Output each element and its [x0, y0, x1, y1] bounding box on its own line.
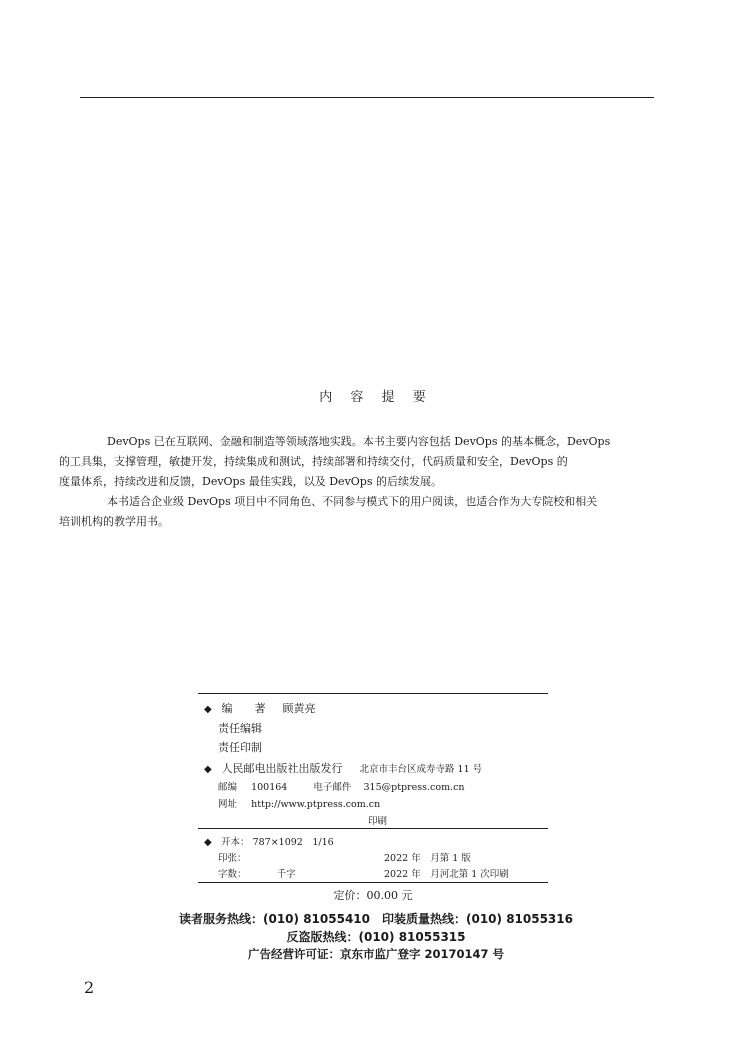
printing-value: 2022 年 月河北第 1 次印刷	[384, 869, 509, 880]
cip-middle-rule	[198, 828, 548, 829]
summary-p2-line2: 培训机构的教学用书。	[59, 515, 169, 528]
email-label: 电子邮件	[313, 782, 352, 793]
author-row	[204, 700, 316, 716]
website-label: 网址	[218, 799, 238, 810]
printing-row	[384, 866, 509, 880]
service-hotline: 读者服务热线：(010) 81055410 印装质量热线：(010) 81055316	[179, 912, 573, 926]
summary-paragraph-2	[59, 492, 655, 532]
diamond-bullet-icon: ◆	[204, 704, 212, 715]
summary-p1-line3: 度量体系，持续改进和反馈，DevOps 最佳实践，以及 DevOps 的后续发展。	[59, 475, 442, 488]
sheets-row	[218, 850, 247, 864]
cip-bottom-rule	[198, 882, 548, 883]
cip-top-rule	[198, 693, 548, 694]
words-label: 字数：	[218, 869, 247, 880]
publisher-address: 北京市丰台区成寿寺路 11 号	[359, 764, 483, 775]
words-row	[218, 866, 296, 880]
website-row	[204, 796, 380, 810]
summary-paragraph-1	[59, 432, 655, 492]
edition-row	[384, 850, 471, 864]
ad-license: 广告经营许可证：京东市监广登字 20170147 号	[247, 947, 505, 961]
postcode-row	[204, 779, 465, 793]
website-value: http://www.ptpress.com.cn	[251, 799, 381, 810]
diamond-bullet-icon: ◆	[204, 837, 212, 848]
printer-label: 责任印制	[218, 741, 262, 754]
price-row	[198, 887, 548, 903]
print-row	[368, 813, 387, 827]
editor-label: 责任编辑	[218, 722, 262, 735]
email-value: 315@ptpress.com.cn	[363, 782, 465, 793]
format-label: 开本：	[221, 837, 250, 848]
top-rule	[80, 97, 654, 98]
diamond-bullet-icon: ◆	[204, 764, 212, 775]
page-number: 2	[84, 978, 95, 997]
editor-row	[204, 720, 262, 736]
piracy-hotline: 反盗版热线：(010) 81055315	[286, 930, 466, 944]
edition-value: 2022 年 月第 1 版	[384, 853, 471, 864]
print-label: 印刷	[368, 816, 388, 827]
sheets-label: 印张：	[218, 853, 247, 864]
author-label: 编 著	[221, 702, 266, 715]
author-name: 顾黄亮	[282, 702, 316, 715]
price-value: 定价：00.00 元	[333, 889, 413, 902]
summary-p1-line1: DevOps 已在互联网、金融和制造等领域落地实践。本书主要内容包括 DevOps 的基本概念，DevOps	[107, 435, 611, 448]
summary-p1-line2: 的工具集，支撑管理，敏捷开发，持续集成和测试，持续部署和持续交付，代码质量和安全，DevOps 的	[59, 455, 568, 468]
format-row	[204, 834, 334, 848]
publisher-row	[204, 760, 482, 776]
summary-p2-line1: 本书适合企业级 DevOps 项目中不同角色、不同参与模式下的用户阅读，也适合作为大专院校和相关	[107, 495, 598, 508]
words-value: 千字	[276, 869, 296, 880]
summary-title: 内 容 提 要	[319, 390, 433, 405]
publisher-name: 人民邮电出版社出版发行	[221, 762, 343, 775]
postcode-label: 邮编	[218, 782, 238, 793]
printer-row	[204, 739, 262, 755]
summary-text	[59, 432, 655, 532]
postcode-value: 100164	[251, 782, 288, 793]
format-value: 787×1092 1/16	[252, 837, 334, 848]
